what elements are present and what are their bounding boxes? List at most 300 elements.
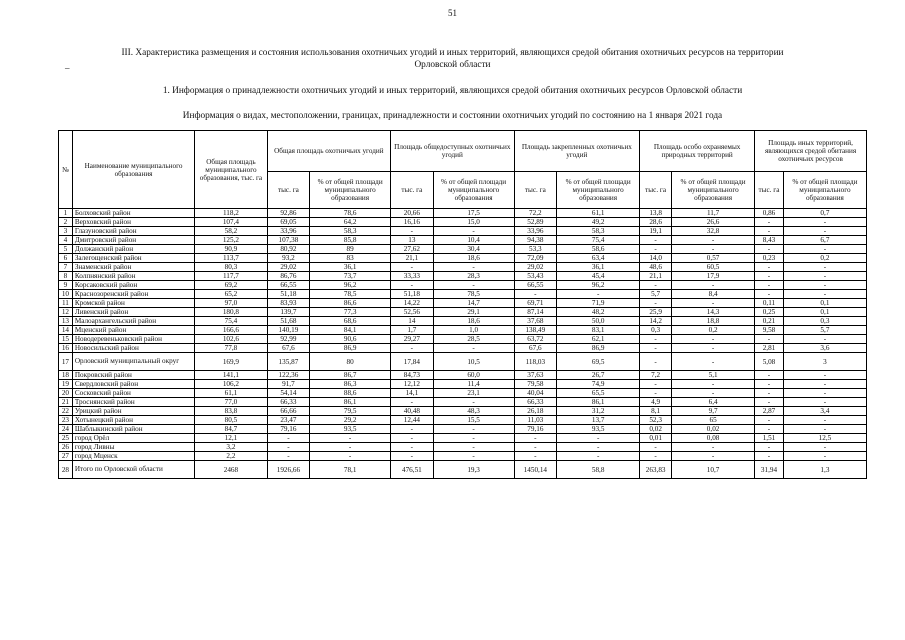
other-area-cell: 0,21 <box>755 317 784 326</box>
district-name-cell: Дмитровский район <box>72 236 194 245</box>
total-area-cell: 113,7 <box>195 254 267 263</box>
protected-percent-cell: - <box>672 389 755 398</box>
district-name-cell: Шаблыкинский район <box>72 425 194 434</box>
total-area-cell: 3,2 <box>195 443 267 452</box>
row-number-cell: 11 <box>59 299 73 308</box>
header-unit-protected: тыс. га <box>640 172 672 209</box>
hunting-lands-table <box>58 130 867 479</box>
other-area-cell: - <box>755 398 784 407</box>
hunting-area-cell: 33,96 <box>267 227 310 236</box>
district-name-cell: Ливенский район <box>72 308 194 317</box>
protected-percent-cell: - <box>672 245 755 254</box>
assigned-area-cell: - <box>514 290 557 299</box>
total-area-cell: 125,2 <box>195 236 267 245</box>
protected-area-cell: - <box>640 236 672 245</box>
protected-percent-cell: 0,57 <box>672 254 755 263</box>
public-area-cell: 14,22 <box>391 299 434 308</box>
other-area-cell: 5,08 <box>755 353 784 371</box>
other-percent-cell: 3,6 <box>783 344 866 353</box>
protected-area-cell: - <box>640 335 672 344</box>
total-area-cell: 180,8 <box>195 308 267 317</box>
hunting-percent-cell: 29,2 <box>310 416 391 425</box>
assigned-percent-cell: 26,7 <box>557 371 640 380</box>
public-percent-cell: - <box>433 227 514 236</box>
district-name-cell: Новосильский район <box>72 344 194 353</box>
assigned-area-cell: 66,33 <box>514 398 557 407</box>
public-percent-cell: - <box>433 443 514 452</box>
row-number-cell: 12 <box>59 308 73 317</box>
other-percent-cell: 0,2 <box>783 254 866 263</box>
protected-percent-cell: - <box>672 353 755 371</box>
district-name-cell: Корсаковский район <box>72 281 194 290</box>
other-percent-cell: - <box>783 218 866 227</box>
protected-area-cell: 14,0 <box>640 254 672 263</box>
hunting-percent-cell: 89 <box>310 245 391 254</box>
protected-percent-cell: 5,1 <box>672 371 755 380</box>
hunting-percent-cell: 79,5 <box>310 407 391 416</box>
protected-percent-cell: 6,4 <box>672 398 755 407</box>
table-row <box>59 398 867 407</box>
hunting-area-cell: 92,86 <box>267 209 310 218</box>
public-percent-cell: 15,5 <box>433 416 514 425</box>
row-number-cell: 1 <box>59 209 73 218</box>
table-row <box>59 263 867 272</box>
hunting-percent-cell: 68,6 <box>310 317 391 326</box>
hunting-area-cell: 140,19 <box>267 326 310 335</box>
assigned-area-cell: 63,72 <box>514 335 557 344</box>
district-name-cell: Мценский район <box>72 326 194 335</box>
table-row <box>59 218 867 227</box>
other-percent-cell: - <box>783 272 866 281</box>
other-percent-cell: - <box>783 443 866 452</box>
protected-area-cell: 5,7 <box>640 290 672 299</box>
hunting-percent-cell: 86,6 <box>310 299 391 308</box>
hunting-percent-cell: 85,8 <box>310 236 391 245</box>
table-row <box>59 335 867 344</box>
hunting-percent-cell: 88,6 <box>310 389 391 398</box>
row-number-cell: 13 <box>59 317 73 326</box>
table-row <box>59 227 867 236</box>
table-row <box>59 389 867 398</box>
row-number-cell: 24 <box>59 425 73 434</box>
other-area-cell: 8,43 <box>755 236 784 245</box>
assigned-percent-cell: 13,7 <box>557 416 640 425</box>
public-percent-cell: - <box>433 434 514 443</box>
table-row <box>59 209 867 218</box>
protected-area-cell: 263,83 <box>640 461 672 479</box>
row-number-cell: 28 <box>59 461 73 479</box>
protected-percent-cell: 14,3 <box>672 308 755 317</box>
public-area-cell: - <box>391 434 434 443</box>
protected-area-cell: 0,3 <box>640 326 672 335</box>
protected-area-cell: 0,02 <box>640 425 672 434</box>
hunting-area-cell: 23,47 <box>267 416 310 425</box>
other-percent-cell: - <box>783 452 866 461</box>
assigned-area-cell: 37,68 <box>514 317 557 326</box>
assigned-area-cell: 53,3 <box>514 245 557 254</box>
public-percent-cell: 19,3 <box>433 461 514 479</box>
assigned-area-cell: 29,02 <box>514 263 557 272</box>
other-percent-cell: - <box>783 398 866 407</box>
assigned-percent-cell: 65,5 <box>557 389 640 398</box>
hunting-area-cell: 29,02 <box>267 263 310 272</box>
hunting-percent-cell: 93,5 <box>310 425 391 434</box>
district-name-cell: Глазуновский район <box>72 227 194 236</box>
table-row <box>59 254 867 263</box>
other-area-cell: 9,58 <box>755 326 784 335</box>
protected-percent-cell: 10,7 <box>672 461 755 479</box>
assigned-percent-cell: 83,1 <box>557 326 640 335</box>
table-row <box>59 236 867 245</box>
row-number-cell: 9 <box>59 281 73 290</box>
public-percent-cell: - <box>433 281 514 290</box>
header-public-area: Площадь общедоступных охотничьих угодий <box>391 131 514 172</box>
header-percent-assigned: % от общей площади муниципального образования <box>557 172 640 209</box>
hunting-percent-cell: 73,7 <box>310 272 391 281</box>
other-percent-cell: 1,3 <box>783 461 866 479</box>
other-area-cell: 2,87 <box>755 407 784 416</box>
public-area-cell: - <box>391 452 434 461</box>
protected-area-cell: 8,1 <box>640 407 672 416</box>
total-area-cell: 84,7 <box>195 425 267 434</box>
assigned-area-cell: 66,55 <box>514 281 557 290</box>
hunting-percent-cell: 78,6 <box>310 209 391 218</box>
other-percent-cell: - <box>783 371 866 380</box>
hunting-percent-cell: 86,3 <box>310 380 391 389</box>
assigned-percent-cell: 50,0 <box>557 317 640 326</box>
header-unit-hunting: тыс. га <box>267 172 310 209</box>
other-percent-cell: - <box>783 245 866 254</box>
assigned-area-cell: 33,96 <box>514 227 557 236</box>
total-area-cell: 117,7 <box>195 272 267 281</box>
header-unit-public: тыс. га <box>391 172 434 209</box>
hunting-percent-cell: 84,1 <box>310 326 391 335</box>
public-percent-cell: 28,3 <box>433 272 514 281</box>
district-name-cell: Троснянский район <box>72 398 194 407</box>
public-percent-cell: - <box>433 344 514 353</box>
other-percent-cell: 0,1 <box>783 299 866 308</box>
protected-area-cell: - <box>640 245 672 254</box>
public-area-cell: 476,51 <box>391 461 434 479</box>
table-row <box>59 281 867 290</box>
table-row <box>59 416 867 425</box>
total-area-cell: 2,2 <box>195 452 267 461</box>
hunting-percent-cell: 80 <box>310 353 391 371</box>
protected-percent-cell: - <box>672 380 755 389</box>
total-area-cell: 12,1 <box>195 434 267 443</box>
public-percent-cell: 10,4 <box>433 236 514 245</box>
other-percent-cell: 3,4 <box>783 407 866 416</box>
public-percent-cell: 10,5 <box>433 353 514 371</box>
protected-area-cell: 4,9 <box>640 398 672 407</box>
protected-percent-cell: 0,2 <box>672 326 755 335</box>
public-area-cell: 14 <box>391 317 434 326</box>
protected-percent-cell: 18,8 <box>672 317 755 326</box>
assigned-percent-cell: 62,1 <box>557 335 640 344</box>
district-name-cell: Урицкий район <box>72 407 194 416</box>
public-percent-cell: 30,4 <box>433 245 514 254</box>
public-area-cell: - <box>391 344 434 353</box>
assigned-area-cell: 79,58 <box>514 380 557 389</box>
assigned-percent-cell: 61,1 <box>557 209 640 218</box>
protected-percent-cell: - <box>672 344 755 353</box>
protected-percent-cell: 60,5 <box>672 263 755 272</box>
public-area-cell: 12,44 <box>391 416 434 425</box>
protected-area-cell: 0,01 <box>640 434 672 443</box>
assigned-percent-cell: 86,9 <box>557 344 640 353</box>
assigned-area-cell: 118,03 <box>514 353 557 371</box>
row-number-cell: 10 <box>59 290 73 299</box>
total-area-cell: 141,1 <box>195 371 267 380</box>
assigned-percent-cell: 74,9 <box>557 380 640 389</box>
table-row <box>59 326 867 335</box>
table-row <box>59 272 867 281</box>
table-row <box>59 461 867 479</box>
district-name-cell: Итого по Орловской области <box>72 461 194 479</box>
header-percent-public: % от общей площади муниципального образования <box>433 172 514 209</box>
protected-percent-cell: 26,6 <box>672 218 755 227</box>
protected-area-cell: - <box>640 353 672 371</box>
header-unit-other: тыс. га <box>755 172 784 209</box>
other-percent-cell: - <box>783 335 866 344</box>
assigned-area-cell: 72,2 <box>514 209 557 218</box>
hunting-area-cell: 139,7 <box>267 308 310 317</box>
hunting-percent-cell: 78,1 <box>310 461 391 479</box>
row-number-cell: 16 <box>59 344 73 353</box>
assigned-area-cell: 87,14 <box>514 308 557 317</box>
row-number-cell: 20 <box>59 389 73 398</box>
total-area-cell: 118,2 <box>195 209 267 218</box>
hunting-percent-cell: 83 <box>310 254 391 263</box>
public-area-cell: 40,48 <box>391 407 434 416</box>
other-percent-cell: - <box>783 389 866 398</box>
other-percent-cell: - <box>783 263 866 272</box>
row-number-cell: 5 <box>59 245 73 254</box>
assigned-percent-cell: - <box>557 452 640 461</box>
assigned-percent-cell: 75,4 <box>557 236 640 245</box>
hunting-area-cell: 51,18 <box>267 290 310 299</box>
hunting-percent-cell: 77,3 <box>310 308 391 317</box>
hunting-area-cell: 91,7 <box>267 380 310 389</box>
hunting-area-cell: 83,93 <box>267 299 310 308</box>
table-caption: Информация о видах, местоположении, границах, принадлежности и состоянии охотничьих угодий по состоянию на 1 января 2021 года <box>182 111 723 121</box>
section-title-line1: III. Характеристика размещения и состояния использования охотничьих угодий и иных территорий, являющихся средой обитания охотничьих ресурсов на территории <box>121 48 784 58</box>
total-area-cell: 107,4 <box>195 218 267 227</box>
public-area-cell: - <box>391 398 434 407</box>
assigned-area-cell: 1450,14 <box>514 461 557 479</box>
hunting-area-cell: 122,36 <box>267 371 310 380</box>
other-area-cell: - <box>755 290 784 299</box>
district-name-cell: Сосковский район <box>72 389 194 398</box>
protected-percent-cell: 9,7 <box>672 407 755 416</box>
total-area-cell: 80,3 <box>195 263 267 272</box>
public-percent-cell: 1,0 <box>433 326 514 335</box>
assigned-area-cell: - <box>514 434 557 443</box>
public-area-cell: 12,12 <box>391 380 434 389</box>
other-percent-cell: 0,7 <box>783 209 866 218</box>
public-percent-cell: 17,5 <box>433 209 514 218</box>
protected-percent-cell: - <box>672 281 755 290</box>
hunting-percent-cell: - <box>310 434 391 443</box>
row-number-cell: 8 <box>59 272 73 281</box>
public-percent-cell: 18,6 <box>433 254 514 263</box>
dash-mark: – <box>65 63 70 73</box>
hunting-area-cell: 80,92 <box>267 245 310 254</box>
header-protected-area: Площадь особо охраняемых природных территорий <box>640 131 755 172</box>
table-row <box>59 452 867 461</box>
protected-area-cell: - <box>640 452 672 461</box>
assigned-area-cell: 53,43 <box>514 272 557 281</box>
other-area-cell: - <box>755 281 784 290</box>
assigned-percent-cell: 48,2 <box>557 308 640 317</box>
hunting-area-cell: - <box>267 434 310 443</box>
other-percent-cell: - <box>783 281 866 290</box>
row-number-cell: 3 <box>59 227 73 236</box>
hunting-area-cell: 1926,66 <box>267 461 310 479</box>
table-row <box>59 290 867 299</box>
hunting-area-cell: 93,2 <box>267 254 310 263</box>
public-area-cell: 51,18 <box>391 290 434 299</box>
other-area-cell: 2,81 <box>755 344 784 353</box>
other-area-cell: - <box>755 263 784 272</box>
assigned-percent-cell: 96,2 <box>557 281 640 290</box>
other-area-cell: - <box>755 245 784 254</box>
public-area-cell: 52,56 <box>391 308 434 317</box>
protected-percent-cell: - <box>672 299 755 308</box>
public-percent-cell: 11,4 <box>433 380 514 389</box>
hunting-area-cell: 135,87 <box>267 353 310 371</box>
row-number-cell: 14 <box>59 326 73 335</box>
assigned-area-cell: 72,09 <box>514 254 557 263</box>
row-number-cell: 19 <box>59 380 73 389</box>
row-number-cell: 23 <box>59 416 73 425</box>
protected-percent-cell: - <box>672 335 755 344</box>
protected-area-cell: 28,6 <box>640 218 672 227</box>
protected-area-cell: - <box>640 389 672 398</box>
public-area-cell: 13 <box>391 236 434 245</box>
hunting-percent-cell: - <box>310 443 391 452</box>
public-area-cell: 21,1 <box>391 254 434 263</box>
section-title-line2: Орловской области <box>414 60 491 70</box>
hunting-percent-cell: 96,2 <box>310 281 391 290</box>
protected-percent-cell: 32,8 <box>672 227 755 236</box>
public-area-cell: - <box>391 263 434 272</box>
page-number: 51 <box>448 8 457 18</box>
table-row <box>59 380 867 389</box>
district-name-cell: Колпнянский район <box>72 272 194 281</box>
protected-area-cell: 13,8 <box>640 209 672 218</box>
other-area-cell: 0,23 <box>755 254 784 263</box>
district-name-cell: Орловский муниципальный округ <box>72 353 194 371</box>
table-row <box>59 371 867 380</box>
protected-percent-cell: 65 <box>672 416 755 425</box>
public-percent-cell: 60,0 <box>433 371 514 380</box>
header-other-area: Площадь иных территорий, являющихся средой обитания охотничьих ресурсов <box>755 131 867 172</box>
public-area-cell: - <box>391 281 434 290</box>
other-percent-cell: - <box>783 416 866 425</box>
total-area-cell: 2468 <box>195 461 267 479</box>
protected-area-cell: 14,2 <box>640 317 672 326</box>
table-body <box>59 209 867 479</box>
district-name-cell: Покровский район <box>72 371 194 380</box>
header-percent-hunting: % от общей площади муниципального образования <box>310 172 391 209</box>
hunting-area-cell: 66,55 <box>267 281 310 290</box>
district-name-cell: Верховский район <box>72 218 194 227</box>
protected-area-cell: 7,2 <box>640 371 672 380</box>
assigned-percent-cell: - <box>557 434 640 443</box>
protected-area-cell: - <box>640 299 672 308</box>
total-area-cell: 65,2 <box>195 290 267 299</box>
header-hunting-area: Общая площадь охотничьих угодий <box>267 131 390 172</box>
total-area-cell: 97,0 <box>195 299 267 308</box>
public-area-cell: - <box>391 425 434 434</box>
other-area-cell: - <box>755 371 784 380</box>
public-percent-cell: - <box>433 425 514 434</box>
row-number-cell: 18 <box>59 371 73 380</box>
header-unit-assigned: тыс. га <box>514 172 557 209</box>
public-percent-cell: 29,1 <box>433 308 514 317</box>
hunting-percent-cell: 86,7 <box>310 371 391 380</box>
public-percent-cell: - <box>433 452 514 461</box>
table-row <box>59 353 867 371</box>
protected-percent-cell: 11,7 <box>672 209 755 218</box>
other-area-cell: - <box>755 452 784 461</box>
row-number-cell: 4 <box>59 236 73 245</box>
assigned-percent-cell: - <box>557 290 640 299</box>
total-area-cell: 106,2 <box>195 380 267 389</box>
public-percent-cell: 78,5 <box>433 290 514 299</box>
other-area-cell: - <box>755 416 784 425</box>
other-percent-cell: 5,7 <box>783 326 866 335</box>
public-area-cell: 1,7 <box>391 326 434 335</box>
total-area-cell: 77,8 <box>195 344 267 353</box>
assigned-area-cell: 138,49 <box>514 326 557 335</box>
district-name-cell: Должанский район <box>72 245 194 254</box>
other-percent-cell: 0,1 <box>783 308 866 317</box>
protected-percent-cell: - <box>672 443 755 452</box>
assigned-percent-cell: 86,1 <box>557 398 640 407</box>
table-row <box>59 308 867 317</box>
assigned-area-cell: 26,18 <box>514 407 557 416</box>
assigned-area-cell: 37,63 <box>514 371 557 380</box>
public-area-cell: - <box>391 227 434 236</box>
total-area-cell: 61,1 <box>195 389 267 398</box>
table-row <box>59 425 867 434</box>
other-area-cell: 0,25 <box>755 308 784 317</box>
header-num: № <box>59 131 73 209</box>
assigned-percent-cell: - <box>557 443 640 452</box>
total-area-cell: 166,6 <box>195 326 267 335</box>
district-name-cell: Краснозоренский район <box>72 290 194 299</box>
other-area-cell: - <box>755 380 784 389</box>
district-name-cell: Кромской район <box>72 299 194 308</box>
hunting-percent-cell: 86,1 <box>310 398 391 407</box>
row-number-cell: 26 <box>59 443 73 452</box>
public-percent-cell: 15,0 <box>433 218 514 227</box>
assigned-area-cell: - <box>514 443 557 452</box>
assigned-area-cell: 11,03 <box>514 416 557 425</box>
public-percent-cell: - <box>433 398 514 407</box>
table-row <box>59 434 867 443</box>
hunting-percent-cell: 78,5 <box>310 290 391 299</box>
other-percent-cell: - <box>783 227 866 236</box>
row-number-cell: 17 <box>59 353 73 371</box>
hunting-area-cell: 86,76 <box>267 272 310 281</box>
other-area-cell: - <box>755 425 784 434</box>
row-number-cell: 2 <box>59 218 73 227</box>
other-area-cell: 31,94 <box>755 461 784 479</box>
hunting-percent-cell: 86,9 <box>310 344 391 353</box>
